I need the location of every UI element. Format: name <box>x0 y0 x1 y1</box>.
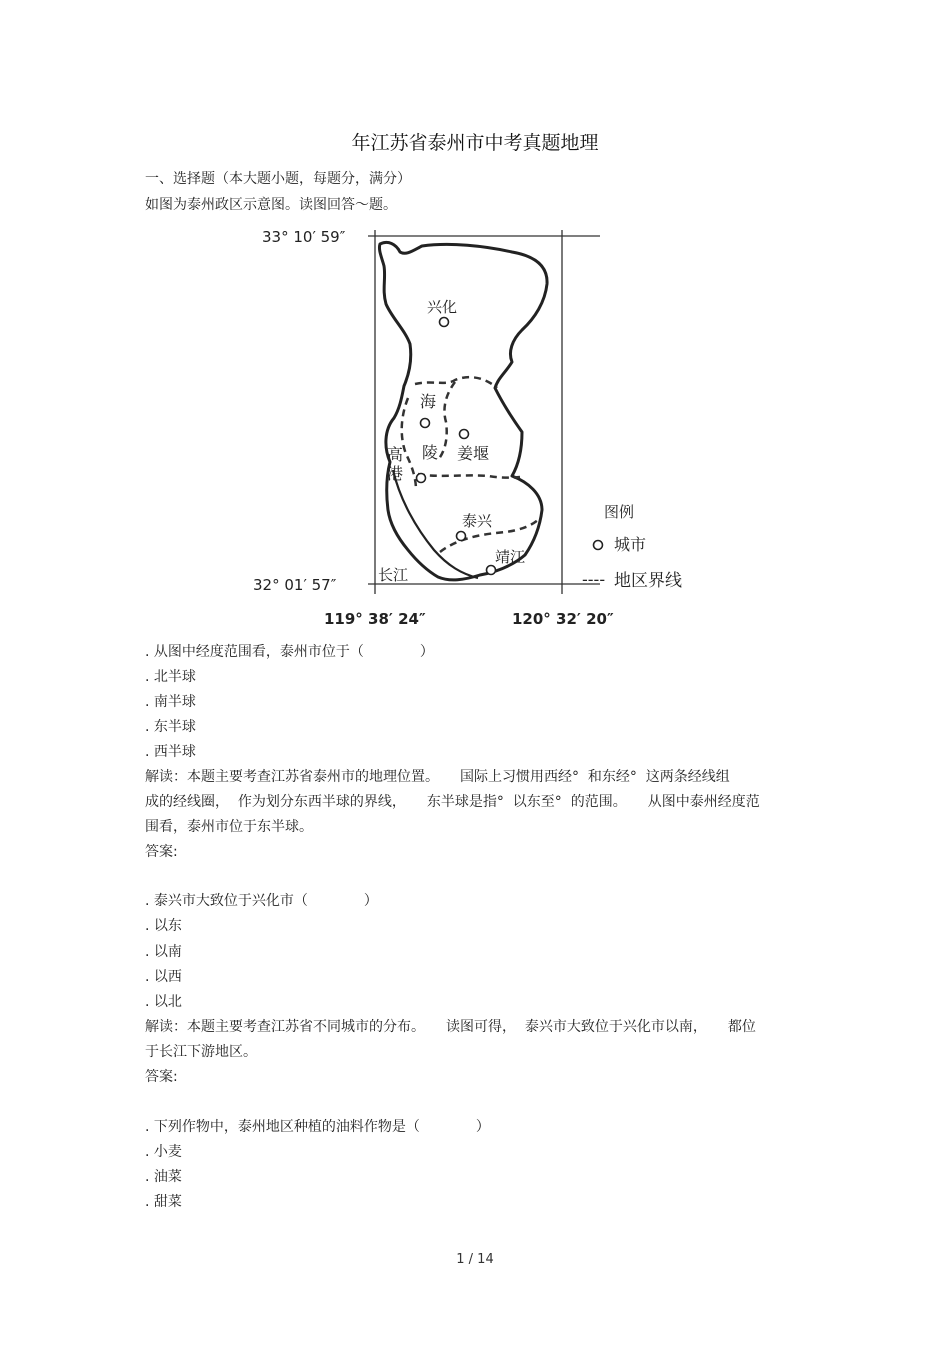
question-1-stem: . 从图中经度范围看，泰州市位于（ ） <box>145 644 434 660</box>
question-1-explanation-line-1: 解读：本题主要考查江苏省泰州市的地理位置。 国际上习惯用西经° 和东经° 这两条经线组 <box>145 769 730 785</box>
city-marker-jiangyan <box>460 430 469 439</box>
question-2-option-b: . 以南 <box>145 944 182 960</box>
legend-title: 图例 <box>604 503 635 521</box>
question-1-option-c: . 东半球 <box>145 719 196 735</box>
question-3-option-a: . 小麦 <box>145 1144 182 1160</box>
legend-boundary-label: 地区界线 <box>614 571 682 591</box>
city-label-ling: 陵 <box>422 443 439 462</box>
city-marker-jingjiang <box>487 566 496 575</box>
boundary-gaogang <box>402 398 416 490</box>
lat-bottom-label: 32° 01′ 57″ <box>253 576 337 594</box>
city-marker-hailing <box>421 419 430 428</box>
river-label-changjiang: 长江 <box>378 566 409 584</box>
question-3-stem: . 下列作物中，泰州地区种植的油料作物是（ ） <box>145 1119 490 1135</box>
taizhou-map <box>250 222 700 632</box>
question-1-option-a: . 北半球 <box>145 669 196 685</box>
question-1-option-b: . 南半球 <box>145 694 196 710</box>
city-label-hai: 海 <box>420 392 437 411</box>
lon-left-label: 119° 38′ 24″ <box>324 610 426 628</box>
lon-right-label: 120° 32′ 20″ <box>512 610 614 628</box>
page-title: 年江苏省泰州市中考真题地理 <box>351 132 599 154</box>
question-1-option-d: . 西半球 <box>145 744 196 760</box>
question-2-answer: 答案: <box>145 1069 178 1085</box>
legend-city-label: 城市 <box>614 535 647 554</box>
question-2-option-d: . 以北 <box>145 994 182 1010</box>
question-2-explanation-line-1: 解读：本题主要考查江苏省不同城市的分布。 读图可得， 泰兴市大致位于兴化市以南， 都位 <box>145 1019 756 1035</box>
question-1-explanation-line-3: 围看，泰州市位于东半球。 <box>145 819 313 835</box>
city-label-jingjiang: 靖江 <box>495 548 526 566</box>
city-label-gaogang-1: 高 <box>387 445 404 464</box>
question-3-option-b: . 油菜 <box>145 1169 182 1185</box>
city-marker-taixing <box>457 532 466 541</box>
page-indicator: 1 / 14 <box>456 1252 494 1267</box>
legend-boundary-symbol: ---- <box>582 570 606 589</box>
question-3-option-c: . 甜菜 <box>145 1194 182 1210</box>
city-label-gaogang-2: 港 <box>387 464 404 483</box>
question-2-explanation-line-2: 于长江下游地区。 <box>145 1044 257 1060</box>
question-1-answer: 答案: <box>145 844 178 860</box>
legend-city-marker <box>594 541 603 550</box>
section-heading: 一、选择题（本大题小题，每题分，满分） <box>145 171 411 187</box>
question-2-stem: . 泰兴市大致位于兴化市（ ） <box>145 893 378 909</box>
question-1-explanation-line-2: 成的经线圈， 作为划分东西半球的界线， 东半球是指° 以东至° 的范围。 从图中泰州经度范 <box>145 794 760 810</box>
city-label-xinghua: 兴化 <box>427 298 458 316</box>
lat-top-label: 33° 10′ 59″ <box>262 228 346 246</box>
city-label-jiangyan: 姜堰 <box>457 444 490 463</box>
intro-text: 如图为泰州政区示意图。读图回答～题。 <box>145 197 397 213</box>
city-label-taixing: 泰兴 <box>462 512 493 530</box>
city-marker-xinghua <box>440 318 449 327</box>
question-2-option-c: . 以西 <box>145 969 182 985</box>
boundary-xinghua <box>415 377 497 388</box>
boundary-hailing-jiangyan <box>438 382 455 460</box>
question-2-option-a: . 以东 <box>145 918 182 934</box>
city-marker-gaogang <box>417 474 426 483</box>
boundary-taixing-north <box>418 474 520 478</box>
